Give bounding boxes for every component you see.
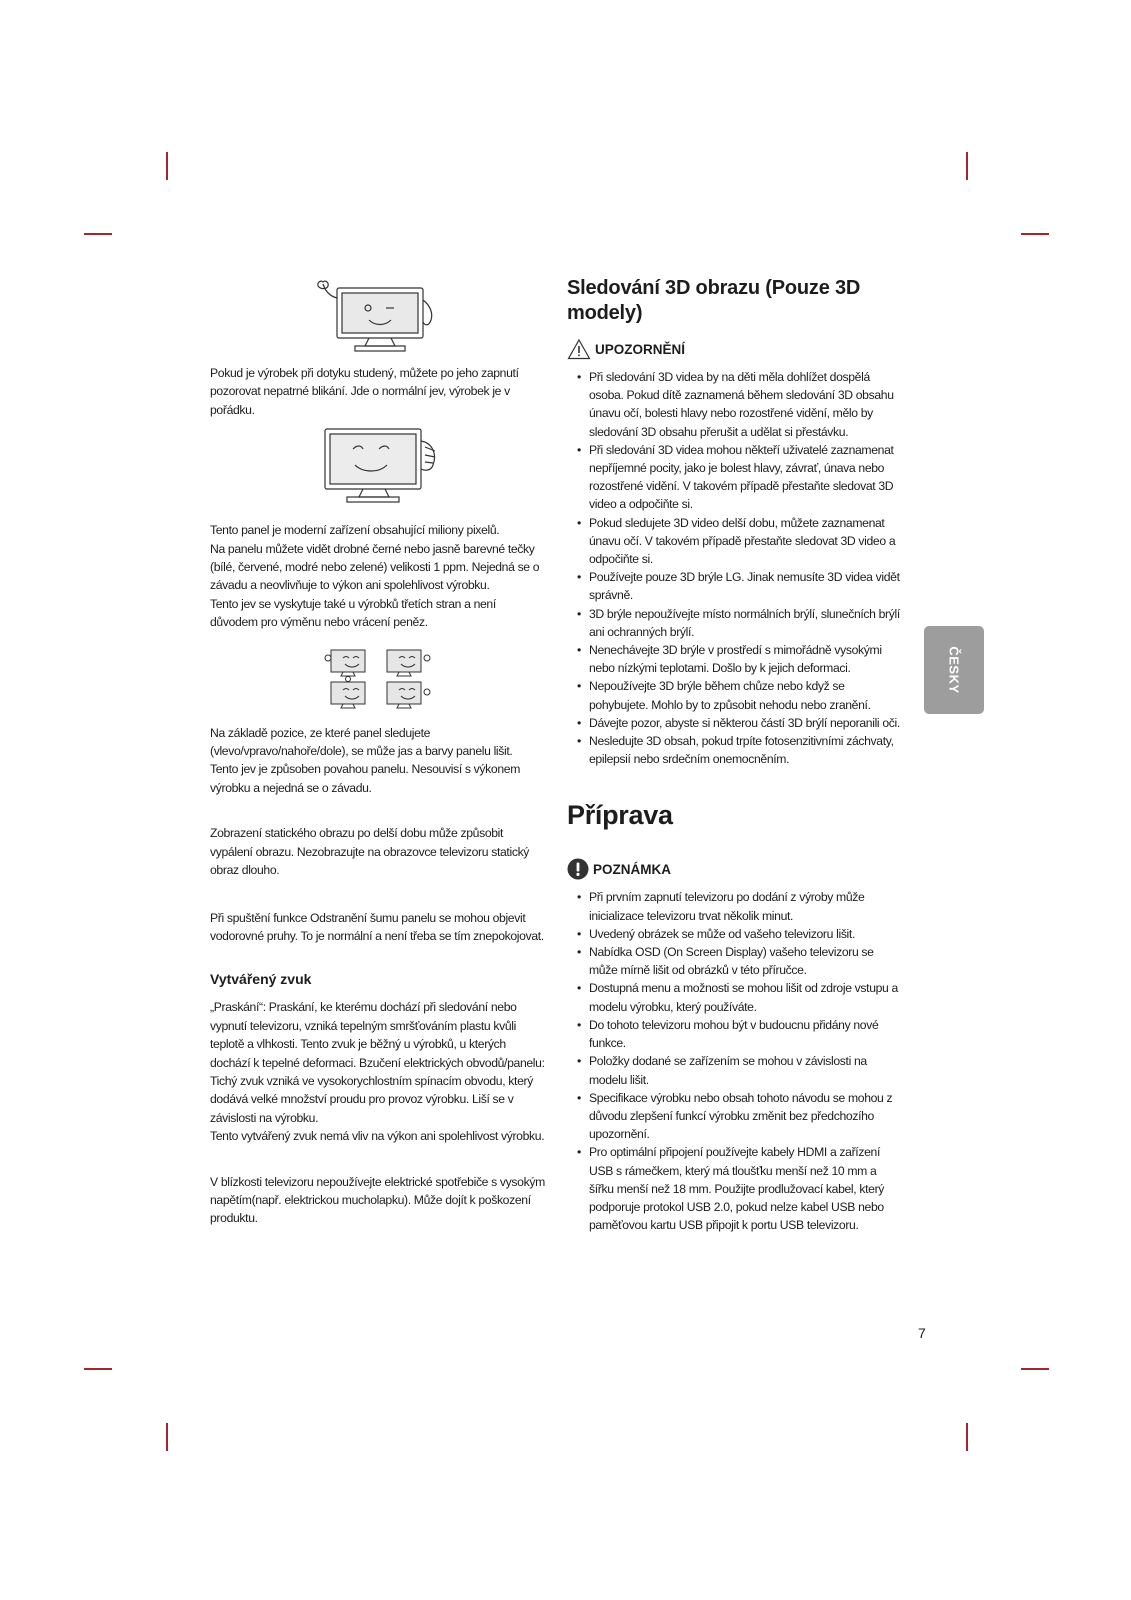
cold-flicker-paragraph: Pokud je výrobek při dotyku studený, můžete po jeho zapnutí pozorovat nepatrné blikání. Jde o normální jev, výrobek je v pořádku. xyxy=(210,366,519,417)
viewing-angle-paragraph-1: Na základě pozice, ze které panel sledujete (vlevo/vpravo/nahoře/dole), se může jas a barvy panelu lišit. xyxy=(210,725,513,759)
crop-mark xyxy=(166,1423,168,1451)
crop-mark xyxy=(966,152,968,180)
note-item: • Dostupná menu a možnosti se mohou lišit od zdroje vstupu a modelu výrobku, který používáte. xyxy=(567,979,902,1015)
high-voltage-paragraph: V blízkosti televizoru nepoužívejte elektrické spotřebiče s vysokým napětím(např. elektrickou mucholapku). Může dojít k poškození produktu. xyxy=(210,1174,545,1226)
viewing-angle-paragraph-2: Tento jev je způsoben povahou panelu. Nesouvisí s výkonem výrobku a nejedná se o závadu. xyxy=(210,762,520,795)
note-item: • Při prvním zapnutí televizoru po dodání z výroby může inicializace televizoru trvat několik minut. xyxy=(567,888,902,924)
caution-item: • Při sledování 3D videa mohou někteří uživatelé zaznamenat nepříjemné pocity, jako je bolest hlavy, závrať, únava nebo rozostřené vidění. V takovém případě přestaňte sledovat 3D video a odpočiňte si. xyxy=(567,441,902,514)
pixel-paragraph-3: Tento jev se vyskytuje také u výrobků třetích stran a není důvodem pro výměnu nebo vrácení peněz. xyxy=(210,596,496,630)
pixel-paragraph-2: Na panelu můžete vidět drobné černé nebo jasně barevné tečky (bílé, červené, modré nebo zelené) velikosti 1 ppm. Nejedná se o závadu a neovlivňuje to výkon ani spolehlivost výrobku. xyxy=(210,541,540,593)
caution-item: • Pokud sledujete 3D video delší dobu, můžete zaznamenat únavu očí. V takovém případě přestaňte sledovat 3D video a odpočiňte si. xyxy=(567,514,902,569)
note-header xyxy=(567,858,902,880)
caution-item: • Používejte pouze 3D brýle LG. Jinak nemusíte 3D videa vidět správně. xyxy=(567,568,902,604)
left-column xyxy=(210,280,545,1228)
sound-paragraph-1: „Praskání“: Praskání, ke kterému dochází při sledování nebo vypnutí televizoru, vzniká tepelným smršťováním plastu kvůli teplotě a vlhkosti. Tento zvuk je běžný u výrobků, u kterých dochází k tepelné deformaci. Bzučení elektrických obvodů/panelu: Tichý zvuk vzniká ve vysokorychlostním spínacím obvodu, který dodává velké množství proudu pro provoz výrobku. Liší se v závislosti na výrobku. xyxy=(210,1000,545,1125)
tv-smiling-illustration xyxy=(313,425,443,511)
note-list xyxy=(567,888,902,1234)
exclamation-circle-icon xyxy=(567,858,589,880)
crop-mark xyxy=(1021,233,1049,235)
note-item: • Nabídka OSD (On Screen Display) vašeho televizoru se může mírně lišit od obrázků v této příručce. xyxy=(567,943,902,979)
language-tab-label: ČESKY xyxy=(946,646,962,694)
crop-mark xyxy=(1021,1368,1049,1370)
caution-label: UPOZORNĚNÍ xyxy=(595,341,686,357)
caution-item: • Nenechávejte 3D brýle v prostředí s mimořádně vysokými nebo nízkými teplotami. Došlo by k jejich deformaci. xyxy=(567,641,902,677)
tv-waving-illustration xyxy=(313,280,443,360)
caution-item: • Nepoužívejte 3D brýle během chůze nebo když se pohybujete. Mohlo by to způsobit nehodu nebo zranění. xyxy=(567,677,902,713)
sound-paragraph-2: Tento vytvářený zvuk nemá vliv na výkon ani spolehlivost výrobku. xyxy=(210,1129,545,1144)
sound-heading: Vytvářený zvuk xyxy=(210,971,312,988)
caution-list xyxy=(567,368,902,768)
right-column xyxy=(567,276,902,1234)
warning-triangle-icon xyxy=(567,338,591,360)
page-number: 7 xyxy=(918,1325,926,1341)
crop-mark xyxy=(166,152,168,180)
noise-removal-paragraph: Při spuštění funkce Odstranění šumu panelu se mohou objevit vodorovné pruhy. To je normální a není třeba se tím znepokojovat. xyxy=(210,910,544,943)
note-item: • Položky dodané se zařízením se mohou v závislosti na modelu lišit. xyxy=(567,1052,902,1088)
burn-in-paragraph: Zobrazení statického obrazu po delší dobu může způsobit vypálení obrazu. Nezobrazujte na obrazovce televizoru statický obraz dlouho. xyxy=(210,826,530,878)
crop-mark xyxy=(84,233,112,235)
pixel-paragraph-1: Tento panel je moderní zařízení obsahující miliony pixelů. xyxy=(210,523,500,538)
caution-item: • Nesledujte 3D obsah, pokud trpíte fotosenzitivními záchvaty, epilepsií nebo srdečním onemocněním. xyxy=(567,732,902,768)
note-item: • Uvedený obrázek se může od vašeho televizoru lišit. xyxy=(567,925,902,943)
caution-item: • Dávejte pozor, abyste si některou částí 3D brýlí neporanili oči. xyxy=(567,714,902,732)
caution-header xyxy=(567,338,902,360)
caution-item: • Při sledování 3D videa by na děti měla dohlížet dospělá osoba. Pokud dítě zaznamená během sledování 3D obsahu únavu očí, bolesti hlavy nebo rozostřené vidění, mělo by sledování 3D obsahu přerušit a udělat si přestávku. xyxy=(567,368,902,441)
tv-viewing-angles-illustration xyxy=(323,646,433,710)
note-item: • Do tohoto televizoru mohou být v budoucnu přidány nové funkce. xyxy=(567,1016,902,1052)
note-item: • Specifikace výrobku nebo obsah tohoto návodu se mohou z důvodu zlepšení funkcí výrobku změnit bez předchozího upozornění. xyxy=(567,1089,902,1144)
note-item: • Pro optimální připojení používejte kabely HDMI a zařízení USB s rámečkem, který má tloušťku menší než 10 mm a šířku menší než 18 mm. Použijte prodlužovací kabel, který podporuje protokol USB 2.0, pokud nelze kabel USB nebo paměťovou kartu USB připojit k portu USB televizoru. xyxy=(567,1143,902,1234)
language-tab xyxy=(924,626,984,714)
section-title-3d: Sledování 3D obrazu (Pouze 3D modely) xyxy=(567,277,861,324)
preparation-title: Příprava xyxy=(567,800,673,831)
crop-mark xyxy=(966,1423,968,1451)
crop-mark xyxy=(84,1368,112,1370)
caution-item: • 3D brýle nepoužívejte místo normálních brýlí, slunečních brýlí ani ochranných brýlí. xyxy=(567,605,902,641)
note-label: POZNÁMKA xyxy=(593,861,671,877)
